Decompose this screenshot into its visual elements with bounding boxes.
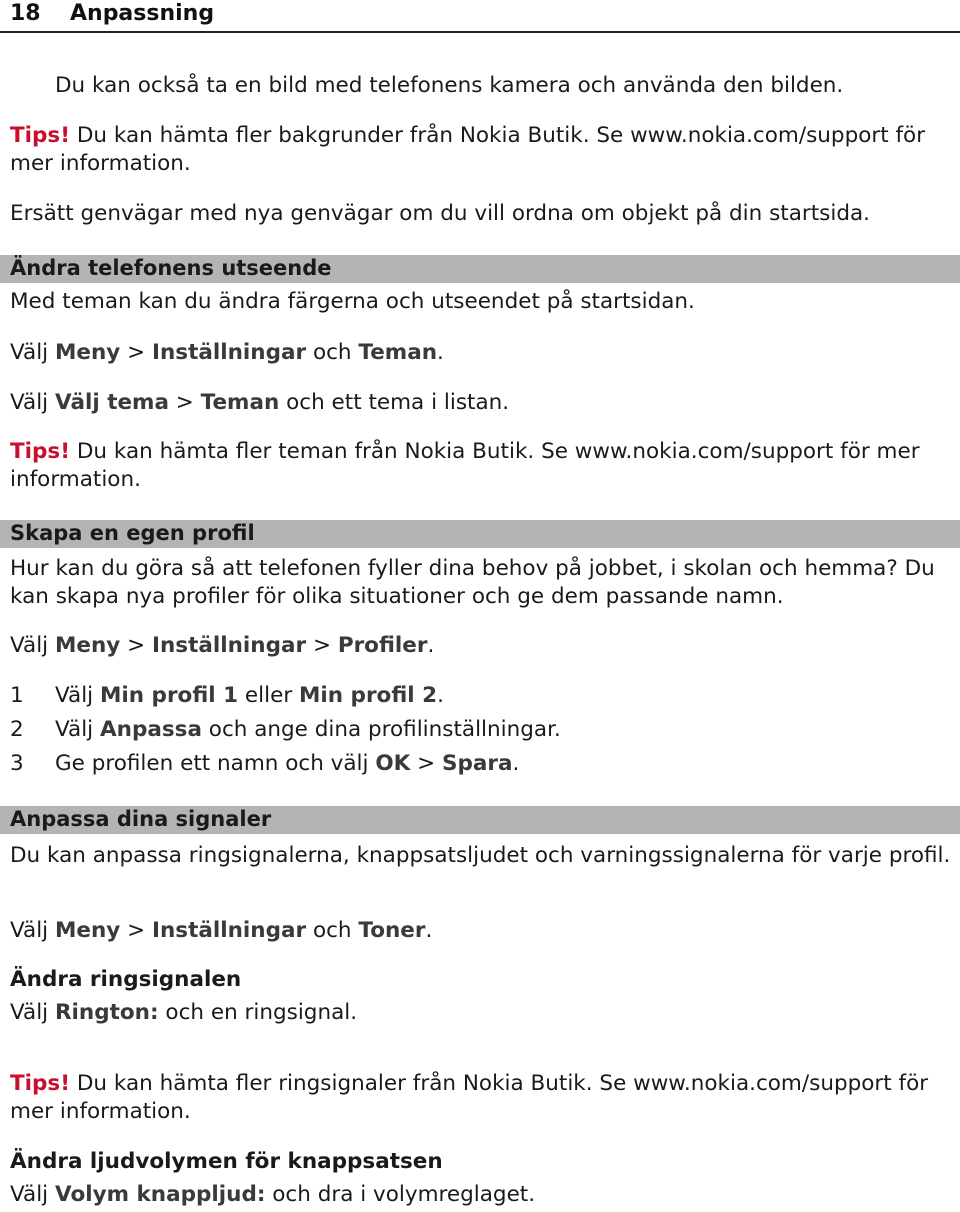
profiles-term: Profiler bbox=[337, 633, 428, 658]
shortcuts-paragraph: Ersätt genvägar med nya genvägar om du vill ordna om objekt på din startsida. bbox=[10, 201, 871, 226]
tip-backgrounds bbox=[10, 122, 955, 178]
page-header bbox=[0, 0, 960, 33]
tip-label: Tips! bbox=[10, 123, 71, 148]
profile-instruction: Välj Meny > Inställningar > Profiler. bbox=[10, 633, 435, 658]
ringtone-term: Rington: bbox=[55, 1000, 159, 1025]
tip-ringtones bbox=[10, 1070, 955, 1126]
themes-term: Teman bbox=[358, 340, 438, 365]
theme-instruction-1: Välj Meny > Inställningar och Teman. bbox=[10, 340, 444, 365]
themes-term: Teman bbox=[200, 390, 280, 415]
step-2: 2 Välj Anpassa och ange dina profilinställningar. bbox=[10, 717, 561, 742]
section-title: Skapa en egen profil bbox=[10, 521, 255, 545]
camera-paragraph: Du kan också ta en bild med telefonens kamera och använda den bilden. bbox=[55, 73, 844, 98]
keypad-volume-subheading: Ändra ljudvolymen för knappsatsen bbox=[10, 1149, 443, 1174]
tip-text: Du kan hämta fler ringsignaler från Nokia Butik. Se www.nokia.com/support för mer information. bbox=[10, 1071, 929, 1124]
theme-instruction-2: Välj Välj tema > Teman och ett tema i listan. bbox=[10, 390, 510, 415]
settings-term: Inställningar bbox=[152, 340, 307, 365]
section-header-theme bbox=[0, 255, 960, 283]
keypad-volume-term: Volym knappljud: bbox=[55, 1182, 266, 1207]
tip-text: Du kan hämta fler teman från Nokia Butik. Se www.nokia.com/support för mer information. bbox=[10, 439, 920, 492]
section-header-profile bbox=[0, 520, 960, 548]
signals-instruction: Välj Meny > Inställningar och Toner. bbox=[10, 918, 433, 943]
step-3: 3 Ge profilen ett namn och välj OK > Spara. bbox=[10, 751, 520, 776]
theme-description: Med teman kan du ändra färgerna och utseendet på startsidan. bbox=[10, 289, 695, 314]
keypad-volume-instruction: Välj Volym knappljud: och dra i volymreglaget. bbox=[10, 1182, 536, 1207]
step-1: 1 Välj Min profil 1 eller Min profil 2. bbox=[10, 683, 444, 708]
ringtone-instruction: Välj Rington: och en ringsignal. bbox=[10, 1000, 358, 1025]
tip-text: Du kan hämta fler bakgrunder från Nokia Butik. Se www.nokia.com/support för mer information. bbox=[10, 123, 926, 176]
settings-term: Inställningar bbox=[152, 918, 307, 943]
menu-term: Meny bbox=[55, 918, 121, 943]
section-header-signals bbox=[0, 806, 960, 834]
ringtone-subheading: Ändra ringsignalen bbox=[10, 967, 242, 992]
chapter-title: Anpassning bbox=[70, 1, 215, 26]
tip-label: Tips! bbox=[10, 439, 71, 464]
menu-term: Meny bbox=[55, 633, 121, 658]
signals-description: Du kan anpassa ringsignalerna, knappsatsljudet och varningssignalerna för varje profil. bbox=[10, 843, 951, 868]
tip-label: Tips! bbox=[10, 1071, 71, 1096]
page-number: 18 bbox=[10, 1, 41, 26]
menu-term: Meny bbox=[55, 340, 121, 365]
tones-term: Toner bbox=[358, 918, 426, 943]
select-theme-term: Välj tema bbox=[55, 390, 169, 415]
section-title: Anpassa dina signaler bbox=[10, 807, 272, 831]
section-title: Ändra telefonens utseende bbox=[10, 256, 332, 280]
profile-description: Hur kan du göra så att telefonen fyller dina behov på jobbet, i skolan och hemma? Du kan skapa nya profiler för olika situationer och ge dem passande namn. bbox=[10, 556, 935, 609]
tip-themes bbox=[10, 438, 955, 494]
settings-term: Inställningar bbox=[152, 633, 307, 658]
